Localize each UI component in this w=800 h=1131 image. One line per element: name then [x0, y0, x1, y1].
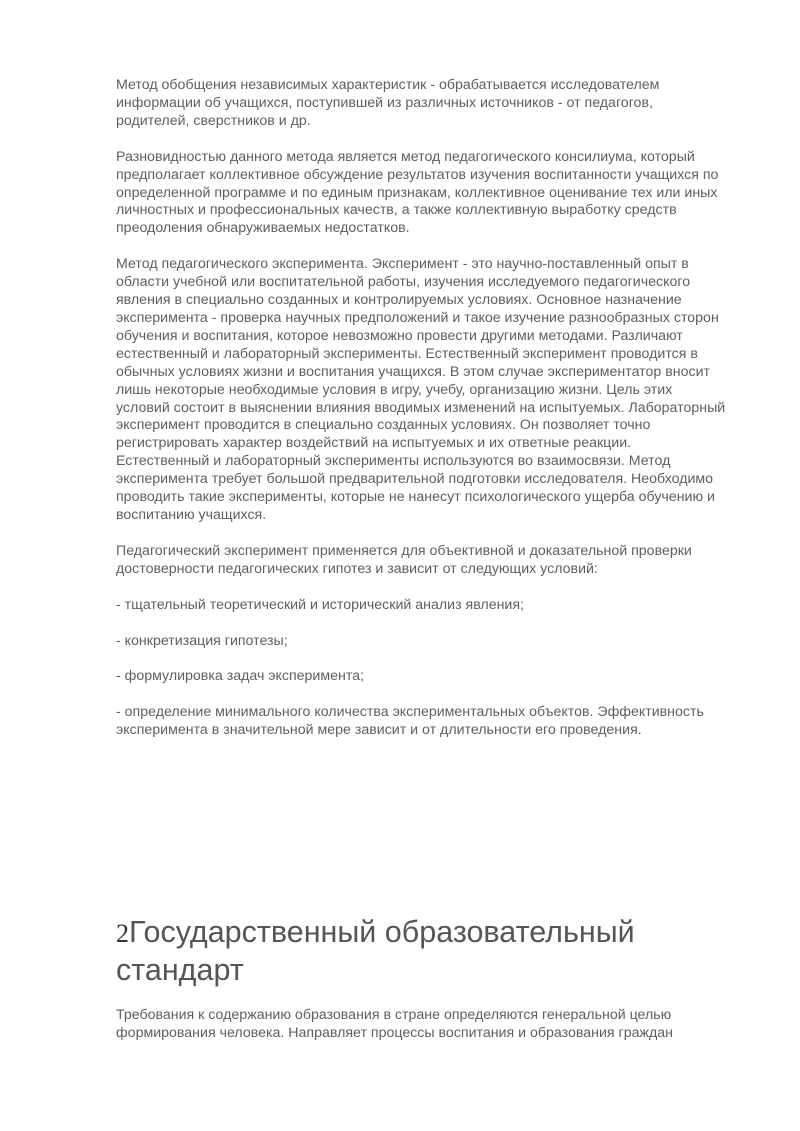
section-title: Государственный образовательный стандарт — [116, 915, 635, 987]
paragraph: Педагогический эксперимент применяется для объективной и доказательной проверки достоверности педагогических гипотез и зависит от следующих условий: — [116, 542, 692, 577]
list-item: - конкретизация гипотезы; — [116, 632, 288, 649]
paragraph: Разновидностью данного метода является метод педагогического консилиума, который предполагает коллективное обсуждение результатов изучения воспитанности учащихся по определенной программе и по единым признакам, коллективное оценивание тех или иных личностных и профессиональных качеств, а также коллективную выработку средств преодоления обнаруживаемых недостатков. — [116, 148, 719, 237]
section-number: 2 — [116, 919, 129, 948]
paragraph: Метод обобщения независимых характеристик - обрабатывается исследователем информации об учащихся, поступившей из различных источников - от педагогов, родителей, сверстников и др. — [116, 77, 660, 129]
section-heading — [116, 914, 736, 988]
paragraph: Метод педагогического эксперимента. Эксперимент - это научно-поставленный опыт в области учебной или воспитательной работы, изучения исследуемого педагогического явления в специально созданных и контролируемых условиях. Основное назначение эксперимента - проверка научных предположений и такое изучение разнообразных сторон обучения и воспитания, которое невозможно провести другими методами. Различают естественный и лабораторный эксперименты. Естественный эксперимент проводится в обычных условиях жизни и воспитания учащихся. В этом случае экспериментатор вносит лишь некоторые необходимые условия в игру, учебу, организацию жизни. Цель этих условий состоит в выяснении влияния вводимых изменений на испытуемых. Лабораторный эксперимент проводится в специально созданных условиях. Он позволяет точно регистрировать характер воздействий на испытуемых и их ответные реакции. Естественный и лабораторный эксперименты используются во взаимосвязи. Метод эксперимента требует большой предварительной подготовки исследователя. Необходимо проводить такие эксперименты, которые не нанесут психологического ущерба обучению и воспитанию учащихся. — [116, 256, 726, 523]
document-body — [116, 77, 726, 758]
list-item: - формулировка задач эксперимента; — [116, 668, 365, 685]
paragraph: Требования к содержанию образования в стране определяются генеральной целью формирования человека. Направляет процессы воспитания и образования граждан — [116, 1007, 673, 1041]
list-item: - определение минимального количества экспериментальных объектов. Эффективность эксперимента в значительной мере зависит и от длительности его проведения. — [116, 704, 704, 739]
list-item: - тщательный теоретический и исторический анализ явления; — [116, 596, 524, 613]
